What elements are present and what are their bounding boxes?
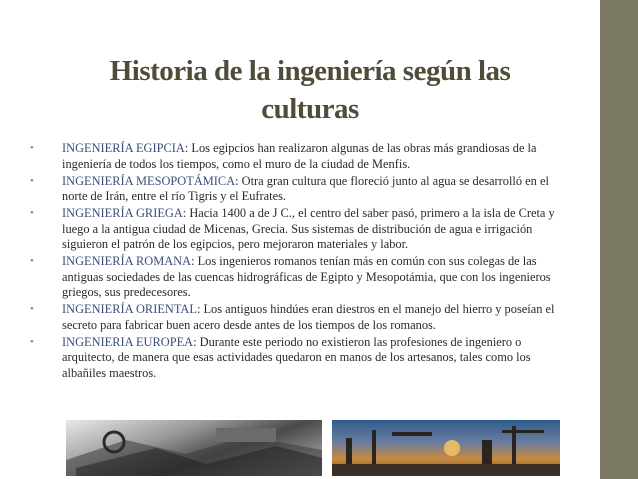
bullet-text: : Los egipcios han realizaron algunas de las obras más grandiosas de la ingeniería de todos los tiempos, como el muro de la ciudad de Menfis.: [62, 141, 537, 171]
bullet-item-egipcia: [28, 141, 568, 172]
industrial-skyline-illustration: [332, 420, 560, 476]
bullet-dot-icon: •: [30, 335, 34, 348]
slide-title: Historia de la ingeniería según las culturas: [109, 55, 511, 125]
bullet-item-oriental: [28, 302, 568, 333]
bullet-heading: INGENIERÍA GRIEGA: [62, 206, 183, 221]
machinery-illustration: [66, 420, 322, 476]
bullet-dot-icon: •: [30, 303, 34, 316]
bullet-item-mesopotamica: [28, 174, 568, 205]
bullet-dot-icon: •: [30, 142, 34, 154]
bullet-heading: INGENIERÍA ROMANA: [62, 254, 192, 269]
bullet-item-europea: [28, 335, 568, 382]
bullet-list: [28, 141, 568, 383]
industrial-sunset-photo: [332, 420, 560, 476]
bullet-text: : Los antiguos hindúes eran diestros en el manejo del hierro y poseían el secreto para fabricar buen acero desde antes de los tiempos de los romanos.: [62, 302, 555, 332]
bullet-item-griega: [28, 206, 568, 253]
bullet-heading: INGENIERÍA MESOPOTÁMICA: [62, 173, 236, 188]
bullet-text: : Hacia 1400 a de J C., el centro del saber pasó, primero a la isla de Creta y luego a la antigua ciudad de Micenas, Grecia. Sus sistemas de distribución de agua e irrigación siguieron el patrón de los egipcios, pero mejoraron materiales y labor.: [62, 206, 555, 252]
bullet-item-romana: [28, 254, 568, 301]
accent-sidebar: [600, 0, 638, 479]
bullet-heading: INGENIERÍA EGIPCIA: [62, 141, 185, 155]
bullet-dot-icon: •: [30, 255, 34, 268]
bullet-dot-icon: •: [30, 207, 34, 220]
bullet-text: : Otra gran cultura que floreció junto al agua se desarrolló en el norte de Irán, entre el río Tigris y el Eufrates.: [62, 173, 549, 204]
bullet-text: : Los ingenieros romanos tenían más en común con sus colegas de las antiguas sociedades de las cuencas hidrográficas de Egipto y Mesopotámia, que con los ingenieros griegos, sus predecesores.: [62, 254, 551, 300]
bullet-heading: INGENIERIA EUROPEA: [62, 334, 194, 349]
bullet-text: : Durante este periodo no existieron las profesiones de ingeniero o arquitecto, de manera que esas actividades quedaron en manos de los artesanos, tales como los albañiles maestros.: [62, 334, 531, 380]
bullet-heading: INGENIERÍA ORIENTAL: [62, 302, 197, 317]
bullet-dot-icon: •: [30, 174, 34, 187]
historic-engineering-photo: [66, 420, 322, 476]
